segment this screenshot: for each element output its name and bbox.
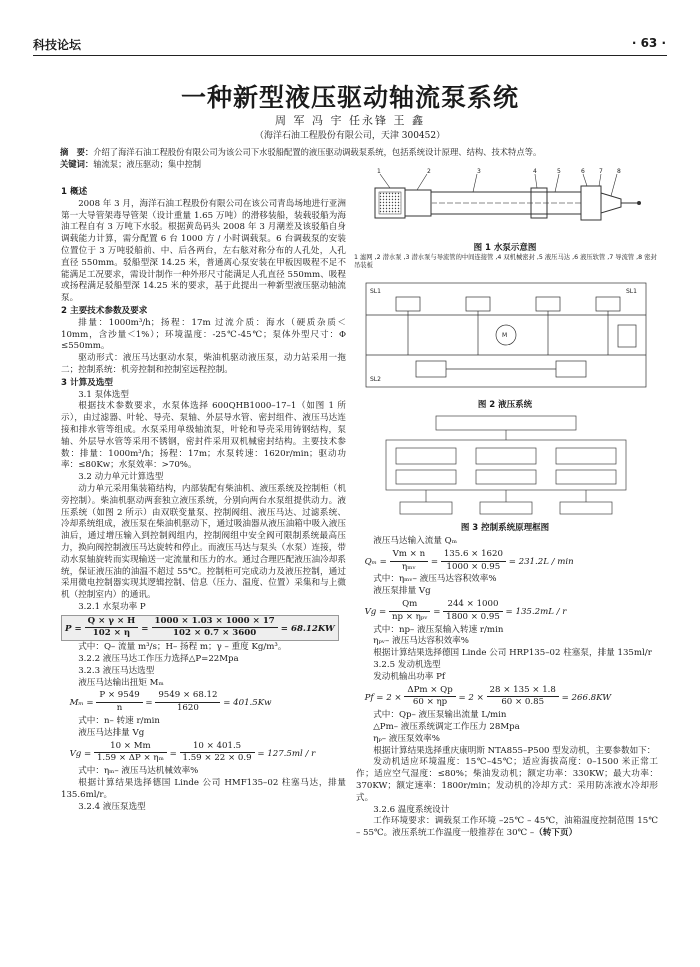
motor-torque-formula: Mₘ = $\frac{P \times 9549}{n}$ = $\frac{9549 \times 68.12}{1620}$ = 401.5Kw <box>69 690 272 714</box>
eq3-den1: 1.59 × ΔP × ηₘ <box>96 753 164 764</box>
eq5-frac1 <box>389 599 431 624</box>
motor-displacement-formula: Vg = $\frac{10 \times Mm}{\text{1.59 × ΔP × ηₘ}}$ = $\frac{10 \times 401.5}{1.59 \times 22 \times 0.9}$ = 127.5ml / r <box>69 740 316 764</box>
section-1-heading: 1 概述 <box>61 187 88 197</box>
eq1-den1: 102 × η <box>92 628 131 639</box>
eq5-lhs: Vg = <box>364 606 387 617</box>
eq6-num2: 28 × 135 × 1.8 <box>487 685 559 698</box>
abstract-label: 摘 要： <box>60 147 94 157</box>
eq6-where-3: ηₚ– 液压泵效率% <box>373 733 440 744</box>
temperature-paragraph <box>356 816 658 840</box>
eq4-result: = 231.2L / min <box>508 556 574 567</box>
left-column <box>61 186 346 813</box>
keywords-label: 关键词： <box>60 159 94 169</box>
eq3-frac1 <box>94 741 167 766</box>
eq2-lhs: Mₘ = <box>69 698 94 709</box>
engine-params-paragraph: 发动机适应环境温度：15℃–45℃；适应海拔高度：0–1500 米正常工作；适应空气湿度：≤80%；柴油发动机；额定功率：330KW；最大功率：370KW；额定速率：1800r/min；发动机的冷却方式：采用防冻液水冷却形式。 <box>356 757 658 803</box>
section-3-2-4-heading: 3.2.4 液压泵选型 <box>78 801 146 812</box>
motor-selection-paragraph: 根据计算结果选择德国 Linde 公司 HMF135–02 柱塞马达，排量 135.6ml/r。 <box>61 778 346 800</box>
eq6-frac2 <box>487 685 559 710</box>
fig2-label: SL2 <box>370 376 381 383</box>
figure-2-hydraulic-diagram <box>356 275 656 395</box>
motor-flow-label: 液压马达输入流量 Qₘ <box>373 536 457 546</box>
eq4-den1: ηₘᵥ <box>402 561 416 572</box>
pump-selection-paragraph: 根据技术参数要求，水泵体选择 600QHB1000–17–1（如图 1 所示），由过滤器、叶轮、导壳、泵轴、外层导水管、密封组件、液压马达连接和排水管等组成。水泵采用单级轴流泵，叶轮和导壳采用铸钢结构，泵轴、外层导水管等采用不锈钢，密封件采用双机械密封结构。主要技术参数：排量：1000m³/h；扬程：17m；水泵转速：1620r/min；驱动功率：≤80Kw；水泵效率：>70%。 <box>61 401 346 471</box>
eq5-frac2 <box>443 599 503 624</box>
eq2-frac2 <box>155 690 220 715</box>
eq2-result: = 401.5Kw <box>223 698 272 709</box>
eq1-den2: 102 × 0.7 × 3600 <box>173 628 257 639</box>
eq2-den2: 1620 <box>176 703 199 714</box>
eq3-num2: 10 × 401.5 <box>180 741 255 754</box>
motor-displacement-label: 液压马达排量 Vg <box>78 727 145 738</box>
section-3-heading: 3 计算及选型 <box>61 377 113 388</box>
abstract <box>60 146 660 158</box>
eq5-num2: 244 × 1000 <box>443 599 503 612</box>
section-3-2-3-heading: 3.2.3 液压马达选型 <box>78 665 155 676</box>
figure-3-caption: 图 3 控制系统原理框图 <box>460 523 550 533</box>
continued-marker: （转下页） <box>534 828 578 839</box>
eq1-num1: Q × γ × H <box>85 616 139 629</box>
authors: 周 军 冯 宇 任永锋 王 鑫 <box>275 114 425 127</box>
eq5-where-1: 式中：np– 液压泵输入转速 r/min <box>373 624 504 635</box>
section-3-2-6-heading: 3.2.6 温度系统设计 <box>373 804 450 815</box>
eq1-result: = 68.12KW <box>280 623 335 634</box>
affiliation: （海洋石油工程股份有限公司，天津 300452） <box>254 131 446 141</box>
eq1-num2: 1000 × 1.03 × 1000 × 17 <box>152 616 278 629</box>
eq2-where: 式中：n– 转速 r/min <box>78 716 160 727</box>
eq6-den2: 60 × 0.85 <box>501 697 545 708</box>
section-3-2-2-heading: 3.2.2 液压马达工作压力选择△P=22Mpa <box>78 654 239 665</box>
temperature-text: 工作环境要求：调载泵工作环境 –25℃ – 45℃，油箱温度控制范围 15℃ – 55℃。液压系统工作温度一般推荐在 30℃ – <box>356 816 658 839</box>
pump-displacement-formula: Vg = $\frac{Qm}{\text{np × ηₚᵥ}}$ = $\frac{244 \times 1000}{1800 \times 0.95}$ = 135.2mL / r <box>364 598 567 622</box>
eq4-num2: 135.6 × 1620 <box>441 549 506 562</box>
fig1-num: 3 <box>477 168 481 175</box>
eq4-num1: Vm × n <box>390 549 429 562</box>
eq5-den2: 1800 × 0.95 <box>446 611 500 622</box>
eq3-den2: 1.59 × 22 × 0.9 <box>182 753 252 764</box>
eq5-where-2: ηₚᵥ– 液压马达容积效率% <box>373 636 469 647</box>
eq6-result: = 266.8KW <box>561 692 612 703</box>
eq5-result: = 135.2mL / r <box>505 606 567 617</box>
fig2-label: SL1 <box>626 288 637 295</box>
eq6-frac1 <box>404 685 455 710</box>
figure-3-control-diagram <box>356 412 656 518</box>
eq1-frac2 <box>152 616 278 641</box>
eq1-where: 式中：Q– 流量 m³/s；H– 扬程 m；γ – 重度 Kg/m³。 <box>78 642 287 653</box>
section-3-2-5-heading: 3.2.5 发动机选型 <box>373 659 441 670</box>
pump-power-formula <box>61 615 346 642</box>
eq2-den1: n <box>116 703 123 714</box>
header-rule <box>33 55 667 56</box>
eq5-den1: np × ηₚᵥ <box>391 611 428 622</box>
eq3-where: 式中：ηₘ– 液压马达机械效率% <box>78 766 199 777</box>
eq6-where-2: △Pm– 液压系统调定工作压力 28Mpa <box>373 721 520 732</box>
section-2-heading: 2 主要技术参数及要求 <box>61 305 148 316</box>
engine-power-label: 发动机输出功率 Pf <box>373 671 446 682</box>
figure-1-note: 1 滤网 ,2 潜水泵 ,3 潜水泵与导流管的中间连接管 ,4 双机械密封 ,5 液压马达 ,6 液压软管 ,7 导流管 ,8 密封吊装板 <box>354 254 657 269</box>
tech-params-paragraph: 排量：1000m³/h；扬程：17m 过流介质：海水（硬质杂质＜10mm，含沙量＜1%）；环境温度：-25℃-45℃；泵体外型尺寸：Φ ≤550mm。 <box>61 317 346 352</box>
drive-form-paragraph: 驱动形式：液压马达驱动水泵，柴油机驱动液压泵，动力站采用一拖二；控制系统：机旁控制和控制室远程控制。 <box>61 353 346 375</box>
motor-flow-formula: Qₘ = $\frac{Vm \times n}{\text{ηₘᵥ}}$ = $\frac{135.6 \times 1620}{1000 \times 0.95}$ = 231.2L / min <box>364 548 574 572</box>
eq1-frac1 <box>85 616 139 641</box>
eq3-result: = 127.5ml / r <box>257 748 316 759</box>
engine-selection-paragraph: 根据计算结果选择重庆康明斯 NTA855–P500 型发动机，主要参数如下： <box>373 745 656 756</box>
fig2-label: SL1 <box>370 288 381 295</box>
eq6-lhs: Pf = 2 × <box>364 692 402 703</box>
figure-1-caption: 图 1 水泵示意图 <box>473 243 537 253</box>
eq2-num2: 9549 × 68.12 <box>155 690 220 703</box>
abstract-text: 介绍了海洋石油工程股份有限公司为该公司下水驳船配置的液压驱动调载泵系统，包括系统设计原理、结构、技术特点等。 <box>93 147 542 157</box>
section-3-2-1-heading: 3.2.1 水泵功率 P <box>78 601 146 612</box>
eq4-where: 式中：ηₘᵥ– 液压马达容积效率% <box>373 574 497 585</box>
fig1-num: 4 <box>533 168 537 175</box>
pump-selection-result: 根据计算结果选择德国 Linde 公司 HRP135–02 柱塞泵，排量 135ml/r <box>373 648 652 659</box>
section-1-paragraph: 2008 年 3 月，海洋石油工程股份有限公司在该公司青岛场地进行亚洲第一大导管架毒导管架（设计重量 1.65 万吨）的滑移装船，装载驳船为海油工程自有 3 万吨下水驳。根据黄岛码头 2008 年 3 月潮差及该驳船自身调载能力计算，需分配置 6 台 1000 方 / 小时调载泵。6 台调载泵的安装位置位于 3 万吨驳船前、中、后各两台，左右舷对称分布的人孔处，人孔直径 550mm。驳船型深 14.25 米，普通离心泵安装在甲板因吸程不足不能满足工况要求，需设计制作一种外形尺寸能满足人孔直径 550mm、吸程或扬程满足驳船型深 14.25 米的要求，基于此提出一种新型液压驱动轴流泵。 <box>61 198 346 304</box>
journal-name: 科技论坛 <box>33 38 82 52</box>
pump-power-formula-box: P = $\frac{Q \times \gamma \times H}{102 \times \eta}$ = $\frac{1000 \times 1.03 \times 1000 \times 17}{102 \times 0.7 \times 3600}$ = 68.12KW <box>61 615 339 642</box>
figure-1-pump-diagram <box>355 168 655 238</box>
eq3-num1: 10 × Mm <box>94 741 167 754</box>
fig1-num: 7 <box>599 168 603 175</box>
paper-title: 一种新型液压驱动轴流泵系统 <box>180 83 519 112</box>
figure-2-caption: 图 2 液压系统 <box>477 400 533 410</box>
eq6-where-1: 式中：Qp– 液压泵输出流量 L/min <box>373 710 507 721</box>
eq3-lhs: Vg = <box>69 748 92 759</box>
right-column <box>356 536 658 840</box>
page-number: · 63 · <box>631 36 666 50</box>
eq2-frac1 <box>96 690 142 715</box>
eq4-den2: 1000 × 0.95 <box>446 561 501 572</box>
eq6-mid: = 2 × <box>458 692 484 703</box>
keywords-text: 轴流泵；液压驱动；集中控制 <box>93 159 202 169</box>
fig1-num: 5 <box>557 168 561 175</box>
power-unit-paragraph: 动力单元采用集装箱结构，内部装配有柴油机、液压系统及控制柜（机旁控制）。柴油机驱动两套独立液压系统，分别向两台水泵组提供动力。液压系统（如图 2 所示）由双联变量泵、控制阀组、液压马达、过滤系统、冷却系统组成，液压泵在柴油机驱动下，通过吸油器从液压油箱中吸入液压油后，通过增压输入到控制阀组内，控制阀组中安全阀可限制系统最高压力，换向阀控制液压马达旋转和停止。而液压马达与泵头（水泵）连接，带动水泵轴旋转而实现输送一定流量和压力的水。通过合理匹配液压油冷却系统，保证液压油的油温不超过 55℃。控制柜可完成动力及液压控制，通过采用微电控制器实现其逻辑控制、信息（压力、温度、位置）采集和与上微机（控制室内）的通讯。 <box>61 483 346 601</box>
eq2-num1: P × 9549 <box>96 690 142 703</box>
eq4-lhs: Qₘ = <box>364 556 387 567</box>
section-3-1-heading: 3.1 泵体选型 <box>78 389 129 400</box>
eq4-frac1 <box>390 549 429 574</box>
fig1-num: 2 <box>427 168 431 175</box>
fig2-label: M <box>502 332 508 339</box>
eq1-lhs: P = <box>65 623 82 634</box>
motor-torque-label: 液压马达输出扭矩 Mₘ <box>78 677 164 688</box>
eq5-num1: Qm <box>389 599 431 612</box>
fig1-num: 6 <box>581 168 585 175</box>
eq4-frac2 <box>441 549 506 574</box>
eq6-den1: 60 × ηp <box>412 697 448 708</box>
pump-displacement-label: 液压泵排量 Vg <box>373 586 431 597</box>
eq6-num1: ΔPm × Qp <box>404 685 455 698</box>
fig1-num: 1 <box>377 168 381 175</box>
fig1-num: 8 <box>617 168 621 175</box>
eq3-frac2 <box>180 741 255 766</box>
engine-power-formula <box>365 685 658 710</box>
section-3-2-heading: 3.2 动力单元计算选型 <box>78 472 164 483</box>
